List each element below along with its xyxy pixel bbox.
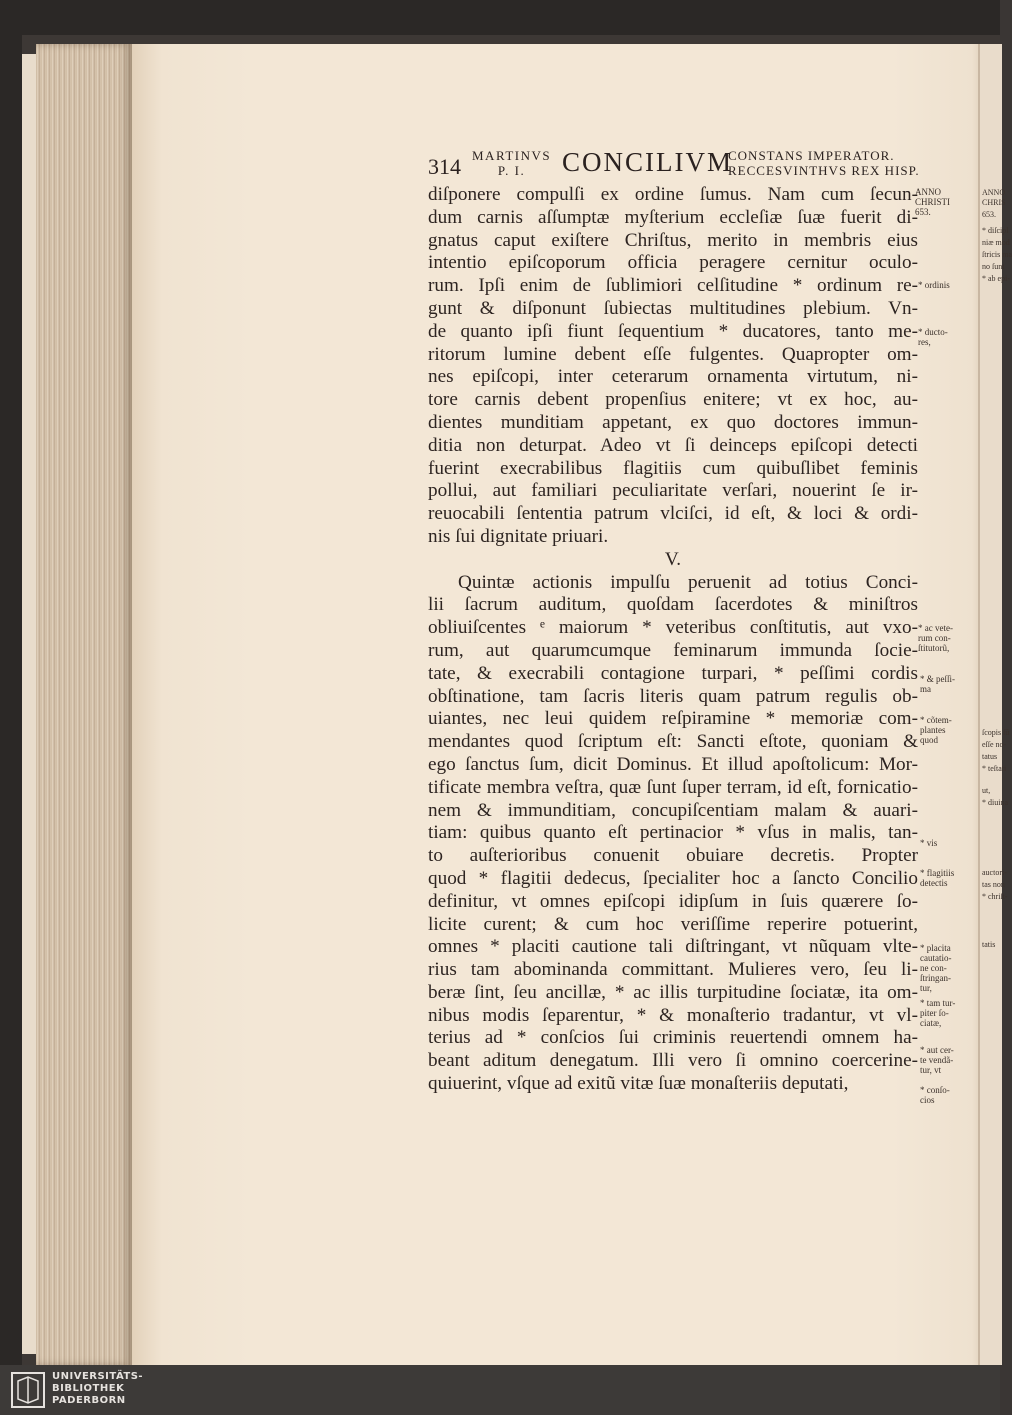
text-line: omnes * placiti cautione tali diſtringant, vt nũquam vlte- — [428, 936, 918, 958]
margin-note: * cõtem- plantes quod — [920, 715, 952, 745]
facing-page-note: * diſcipl — [982, 226, 1009, 235]
running-head-title: CONCILIVM — [562, 147, 733, 177]
text-line: tore carnis debent propenſius enitere; vt ex hoc, au- — [428, 389, 918, 411]
facing-page-note: ſcopis ſũ — [982, 728, 1010, 737]
margin-note: ANNO CHRISTI 653. — [915, 187, 951, 217]
page-number: 314 — [428, 154, 461, 179]
library-name-line: BIBLIOTHEK — [52, 1383, 125, 1394]
text-line: V. — [664, 548, 682, 570]
margin-note: * ac vete- rum con- ſtitutorũ, — [918, 623, 953, 653]
text-line: uiantes, nec leui quidem reſpiramine * memoriæ com- — [428, 708, 918, 730]
text-line: lii ſacrum auditum, quoſdam ſacerdotes & miniſtros — [428, 594, 918, 616]
text-line: intentio epiſcoporum officia peragere cernitur oculo- — [428, 252, 918, 274]
body-text — [428, 184, 918, 1096]
text-line: tate, & execrabili contagione turpari, * peſſimi cordis — [428, 662, 918, 684]
text-line: nis ſui dignitate priuari. — [428, 525, 609, 547]
running-head-right — [728, 148, 920, 178]
text-line: rius tam abominanda committant. Mulieres vero, ſeu li- — [428, 959, 918, 981]
facing-page-note: tas non — [982, 880, 1005, 889]
facing-page-note: * diuina — [982, 798, 1008, 807]
library-name — [52, 1371, 143, 1407]
library-logo-icon — [8, 1369, 48, 1411]
text-line: dum carnis aſſumptæ myſterium eccleſiæ ſuæ fuerit di- — [428, 206, 918, 228]
text-line: ego ſanctus ſum, dicit Dominus. Et illud apoſtolicum: Mor- — [428, 753, 918, 775]
facing-page-note: ut, — [982, 786, 991, 795]
facing-page-note: no ſunt — [982, 262, 1005, 271]
head-left-line: P. I. — [497, 163, 526, 178]
margin-note: * placita cautatio- ne con- ſtringan- tur, — [920, 943, 952, 993]
text-line: rum, aut quarumcumque feminarum immunda ſocie- — [428, 639, 918, 661]
text-line: ritorum lumine debent eſſe fulgentes. Quapropter om- — [428, 343, 918, 365]
margin-note: * ducto- res, — [918, 327, 948, 347]
head-left-line: MARTINVS — [472, 148, 552, 163]
text-line: definitur, vt omnes epiſcopi idipſum in ſuis quærere ſo- — [428, 890, 918, 912]
facing-page-note: 653. — [982, 210, 996, 219]
margin-note: * & peſſi- ma — [920, 674, 955, 694]
text-line: quod * flagitii dedecus, ſpecialiter hoc a ſancto Concilio — [428, 867, 918, 889]
text-line: diſponere compulſi ex ordine ſumus. Nam cum ſecun- — [428, 184, 918, 205]
text-line: dientes munditiam appetant, ex quo doctores immun- — [428, 411, 918, 433]
page-edges — [36, 44, 132, 1365]
text-line: terius ad * conſcios ſui criminis reuertendi omnem ha- — [428, 1027, 918, 1049]
running-head — [428, 148, 928, 184]
text-line: beræ ſint, ſeu ancillæ, * ac illis turpitudine ſociatæ, ita om- — [428, 981, 918, 1003]
library-name-line: PADERBORN — [52, 1395, 126, 1406]
margin-note: * ordinis — [918, 280, 950, 290]
text-line: de quanto ipſi fiunt ſequentium * ducatores, tanto me- — [428, 320, 918, 342]
facing-page-note: tatus — [982, 752, 998, 761]
head-right-line: RECCESVINTHVS REX HISP. — [728, 163, 920, 178]
text-line: tificate membra veſtra, quæ ſunt ſuper terram, id eſt, fornicatio- — [428, 776, 918, 798]
text-line: fuerint execrabilibus flagitiis cum quibuſlibet feminis — [428, 457, 918, 479]
library-footer — [0, 1365, 1000, 1415]
text-line: obſtinatione, tam ſacris literis quam patrum regulis ob- — [428, 685, 918, 707]
text-line: nes epiſcopi, inter ceterarum ornamenta virtutum, ni- — [428, 366, 918, 388]
facing-page-note: niæ mod — [982, 238, 1010, 247]
text-line: gnatus caput exiſtere Chriſtus, merito in membris eius — [428, 229, 918, 251]
facing-page-note: auctori- — [982, 868, 1007, 877]
text-line: quiuerint, vſque ad exitũ vitæ ſuæ monaſteriis deputati, — [428, 1073, 849, 1095]
text-line: nibus modis ſeparentur, * & monaſterio tradantur, vt vl- — [428, 1004, 918, 1026]
text-line: rum. Ipſi enim de ſublimiori celſitudine * ordinum re- — [428, 275, 918, 297]
margin-note: * conſo- cios — [920, 1085, 950, 1105]
facing-page-note: ANNO — [982, 188, 1006, 197]
facing-page-note: CHRIS — [982, 198, 1006, 207]
facing-page-note: tatis — [982, 940, 996, 949]
margin-note: * aut cer- te vendã- tur, vt — [920, 1045, 954, 1075]
text-line: tiam: quibus quanto eſt pertinacior * vſus in malis, tan- — [428, 822, 918, 844]
text-line: pollui, aut familiari peculiaritate verſari, nouerint ſe ir- — [428, 480, 918, 502]
facing-page-note: * chriſt- — [982, 892, 1008, 901]
text-line: beant aditum denegatum. Illi vero ſi omnino coercerine- — [428, 1050, 918, 1072]
facing-page-note: ſtricis ma — [982, 250, 1012, 259]
text-line: nem & immunditiam, concupiſcentiam malam & auari- — [428, 799, 918, 821]
library-name-line: UNIVERSITÄTS- — [52, 1371, 144, 1382]
text-line: Quintæ actionis impulſu peruenit ad totius Conci- — [458, 571, 918, 593]
margin-note: * flagitiis detectis — [920, 868, 955, 888]
text-line: ditia non deturpat. Adeo vt ſi deinceps epiſcopi detecti — [428, 434, 918, 456]
text-line: reuocabili ſententia patrum vlciſci, id eſt, & loci & ordi- — [428, 503, 918, 525]
text-line: to auſterioribus conuenit obuiare decretis. Propter — [428, 845, 918, 867]
margin-note: * vis — [920, 838, 938, 848]
running-head-left — [472, 148, 551, 178]
text-line: obliuiſcentes ᵉ maiorum * veteribus conſtitutis, aut vxo- — [428, 617, 918, 639]
text-line: licite curent; & cum hoc veriſſime reperire potuerint, — [428, 913, 918, 935]
head-right-line: CONSTANS IMPERATOR. — [728, 148, 895, 163]
text-line: gunt & diſponunt ſubiectas multitudines plebium. Vn- — [428, 297, 918, 319]
facing-page-note: * teſtati — [982, 764, 1007, 773]
facing-page-note: * ab epi- — [982, 274, 1010, 283]
margin-note: * tam tur- piter ſo- ciatæ, — [920, 998, 956, 1028]
facing-page-note: eſſe no- — [982, 740, 1007, 749]
text-line: mendantes quod ſcriptum eſt: Sancti eſtote, quoniam & — [428, 731, 918, 753]
